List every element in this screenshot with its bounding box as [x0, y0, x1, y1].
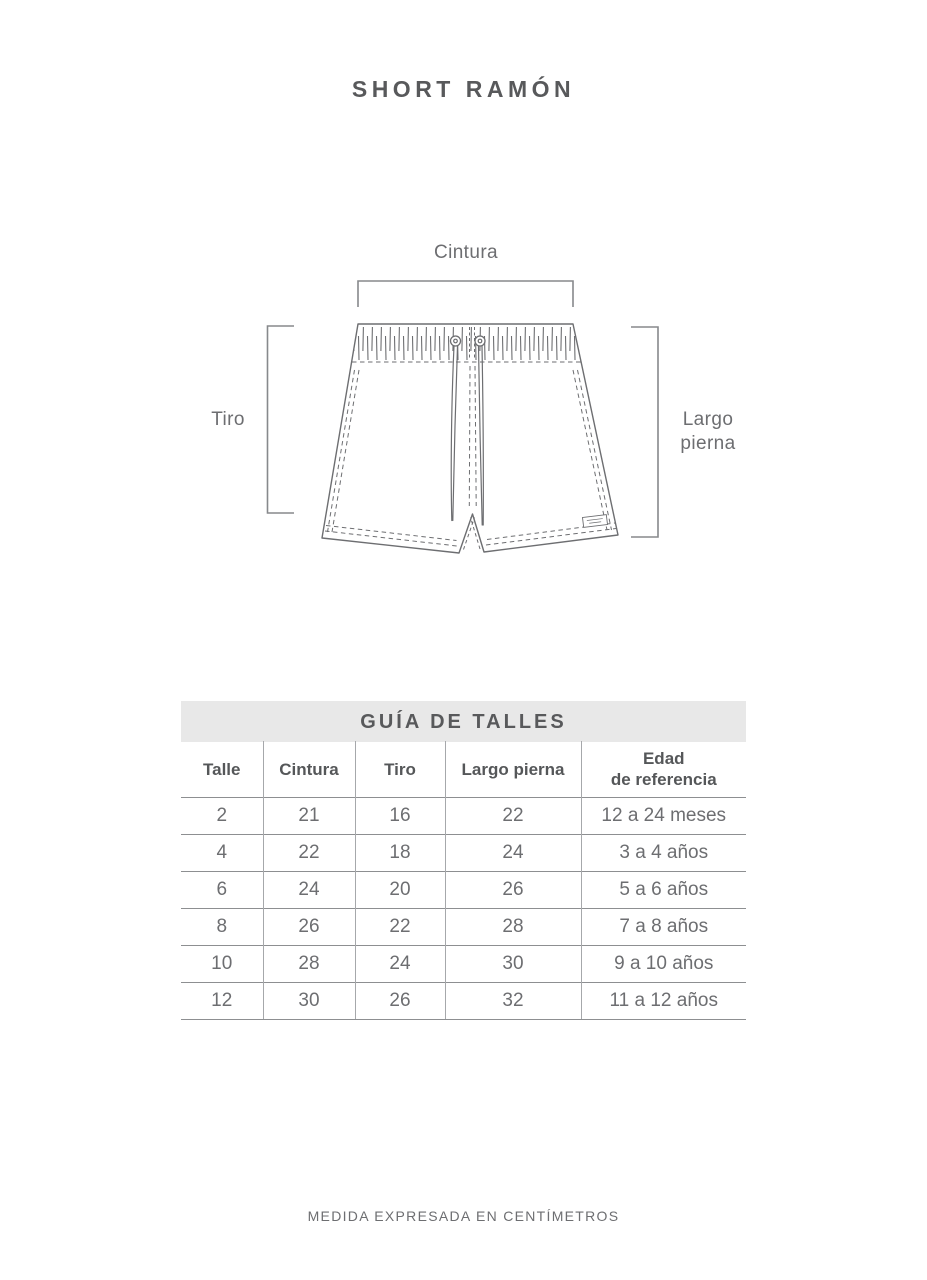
table-cell: 7 a 8 años	[581, 909, 746, 946]
table-cell: 22	[445, 798, 581, 835]
shorts-measurement-diagram	[0, 230, 927, 590]
edad-header-line2: de referencia	[610, 770, 717, 789]
table-cell: 30	[445, 946, 581, 983]
table-cell: 10	[181, 946, 263, 983]
table-cell: 12	[181, 983, 263, 1020]
table-cell: 26	[445, 872, 581, 909]
size-guide-table	[181, 741, 746, 1020]
table-cell: 20	[355, 872, 445, 909]
table-cell: 12 a 24 meses	[581, 798, 746, 835]
table-cell: 6	[181, 872, 263, 909]
size-guide-heading: GUÍA DE TALLES	[181, 701, 746, 742]
table-cell: 3 a 4 años	[581, 835, 746, 872]
col-header-edad	[581, 741, 746, 798]
table-row	[181, 835, 746, 872]
col-header-tiro: Tiro	[355, 741, 445, 798]
table-cell: 24	[355, 946, 445, 983]
col-header-cintura: Cintura	[263, 741, 355, 798]
edad-header-line1: Edad	[642, 749, 685, 768]
table-cell: 4	[181, 835, 263, 872]
cintura-bracket	[358, 281, 573, 307]
cintura-label: Cintura	[433, 242, 499, 263]
tiro-label: Tiro	[211, 409, 245, 430]
table-cell: 26	[263, 909, 355, 946]
waistband-elastic	[351, 325, 582, 363]
table-cell: 22	[263, 835, 355, 872]
col-header-talle: Talle	[203, 759, 241, 779]
largo-pierna-label: Largo pierna	[680, 409, 736, 454]
table-cell: 8	[181, 909, 263, 946]
table-cell: 2	[181, 798, 263, 835]
table-row	[181, 909, 746, 946]
table-cell: 30	[263, 983, 355, 1020]
page-title: SHORT RAMÓN	[351, 76, 576, 102]
table-row	[181, 946, 746, 983]
table-row	[181, 983, 746, 1020]
largo-pierna-bracket	[631, 327, 658, 537]
table-cell: 5 a 6 años	[581, 872, 746, 909]
table-row	[181, 872, 746, 909]
table-cell: 28	[445, 909, 581, 946]
table-cell: 22	[355, 909, 445, 946]
units-note: MEDIDA EXPRESADA EN CENTÍMETROS	[307, 1208, 620, 1224]
table-cell: 18	[355, 835, 445, 872]
table-cell: 24	[445, 835, 581, 872]
table-row	[181, 798, 746, 835]
table-cell: 32	[445, 983, 581, 1020]
table-cell: 9 a 10 años	[581, 946, 746, 983]
table-header-row	[181, 741, 746, 798]
table-cell: 26	[355, 983, 445, 1020]
col-header-largo-pierna: Largo pierna	[445, 741, 581, 798]
table-cell: 11 a 12 años	[581, 983, 746, 1020]
table-cell: 28	[263, 946, 355, 983]
table-cell: 16	[355, 798, 445, 835]
table-cell: 24	[263, 872, 355, 909]
table-cell: 21	[263, 798, 355, 835]
